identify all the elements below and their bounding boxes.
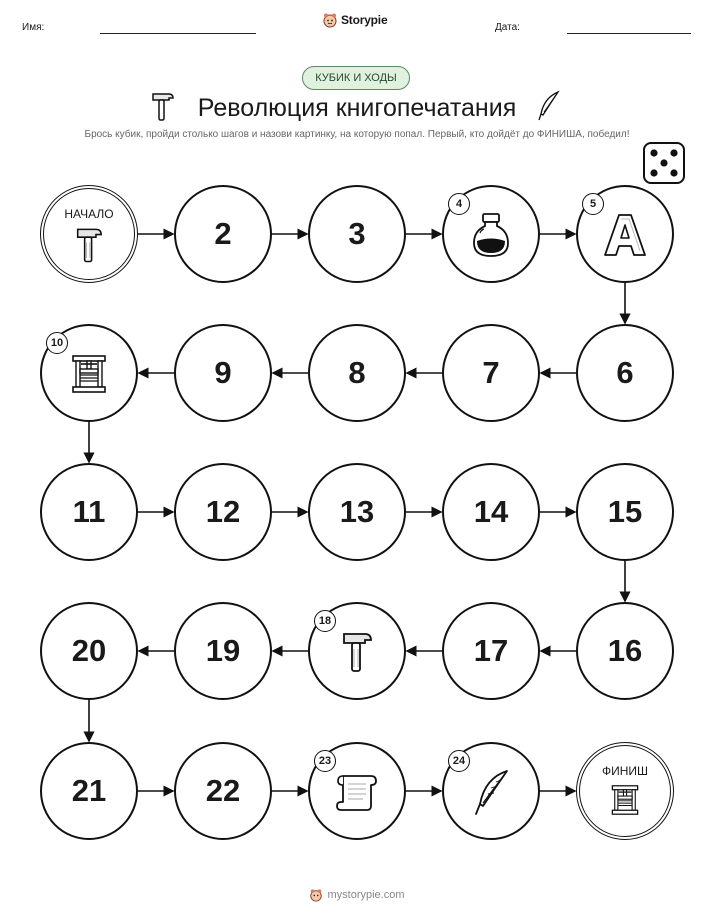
picture-space	[576, 185, 674, 283]
scroll-icon	[333, 770, 381, 819]
space-number: 9	[214, 355, 232, 390]
space-number: 16	[607, 633, 643, 668]
space-number: 11	[72, 494, 106, 529]
space-number: 13	[339, 494, 375, 529]
board-space	[174, 742, 272, 840]
space-number: 22	[205, 773, 241, 808]
space-number: 14	[473, 494, 509, 529]
ink-bottle-icon	[470, 211, 512, 264]
mascot-icon	[309, 888, 323, 902]
picture-space	[308, 742, 406, 840]
space-number: 20	[71, 633, 107, 668]
letter-a-icon	[603, 211, 647, 264]
space-number-badge: 4	[448, 193, 470, 215]
space-number: 21	[71, 773, 107, 808]
date-label: Дата:	[495, 22, 520, 33]
game-type-badge: КУБИК И ХОДЫ	[302, 66, 410, 90]
space-number: 15	[607, 494, 643, 529]
finish-space	[576, 742, 674, 840]
space-number: 12	[205, 494, 241, 529]
board-space	[576, 463, 674, 561]
start-label: НАЧАЛО	[64, 207, 114, 221]
board-space	[174, 324, 272, 422]
hammer-icon	[74, 225, 104, 270]
space-number-badge: 18	[314, 610, 336, 632]
board-space	[442, 463, 540, 561]
footer	[0, 888, 714, 902]
page-title: Революция книгопечатания	[197, 94, 517, 122]
board-space	[174, 185, 272, 283]
picture-space	[40, 324, 138, 422]
space-number-badge: 5	[582, 193, 604, 215]
board-space	[442, 324, 540, 422]
board-space	[40, 463, 138, 561]
footer-site[interactable]: mystorypie.com	[327, 889, 405, 901]
name-label: Имя:	[22, 22, 45, 33]
space-number: 2	[214, 216, 232, 251]
board-space	[174, 463, 272, 561]
instructions-text: Брось кубик, пройди столько шагов и назови картинку, на которую попал. Первый, кто дойдёт до ФИНИША, победил!	[84, 129, 630, 140]
hammer-icon	[340, 629, 374, 680]
board-space	[40, 602, 138, 700]
printing-press-icon	[70, 352, 108, 401]
picture-space	[442, 742, 540, 840]
finish-label: ФИНИШ	[601, 764, 649, 778]
board-space	[576, 324, 674, 422]
board-space	[442, 602, 540, 700]
board-space	[576, 602, 674, 700]
printing-press-icon	[610, 782, 640, 823]
board-space	[308, 324, 406, 422]
space-number-badge: 24	[448, 750, 470, 772]
space-number: 19	[205, 633, 241, 668]
space-number: 8	[348, 355, 366, 390]
space-number-badge: 10	[46, 332, 68, 354]
board-space	[308, 463, 406, 561]
quill-icon	[471, 768, 511, 821]
space-number: 17	[473, 633, 509, 668]
picture-space	[442, 185, 540, 283]
picture-space	[308, 602, 406, 700]
space-number-badge: 23	[314, 750, 336, 772]
board-space	[40, 742, 138, 840]
board-space	[308, 185, 406, 283]
space-number: 6	[616, 355, 634, 390]
space-number: 7	[482, 355, 500, 390]
start-space	[40, 185, 138, 283]
brand-name: Storypie	[341, 13, 388, 27]
space-number: 3	[348, 216, 366, 251]
board-space	[174, 602, 272, 700]
